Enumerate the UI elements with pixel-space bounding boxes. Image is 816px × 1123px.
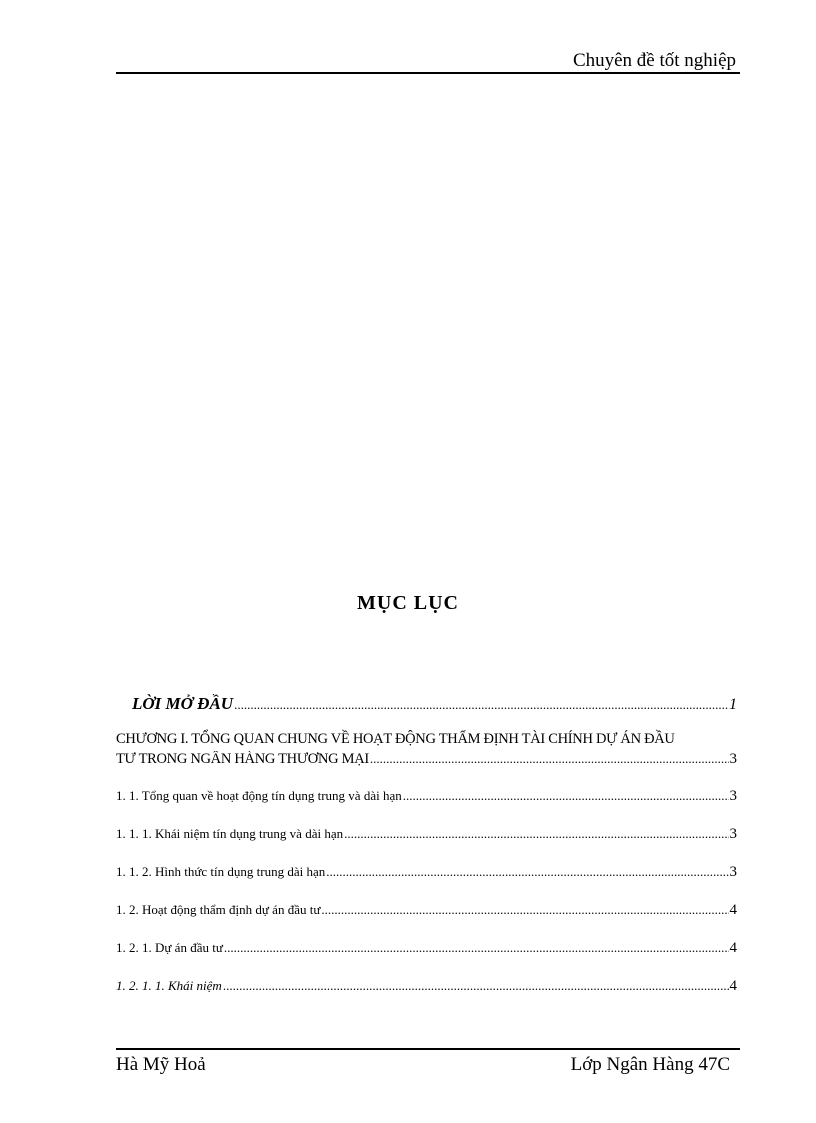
toc-entry-page: 4 [729,940,737,956]
toc-entry-label: 1. 1. Tổng quan về hoạt động tín dụng trung và dài hạn [116,788,402,803]
toc-entry[interactable] [116,788,737,812]
dot-leader [403,788,729,804]
toc-chapter-line-1: CHƯƠNG I. TỔNG QUAN CHUNG VỀ HOẠT ĐỘNG THẨM ĐỊNH TÀI CHÍNH DỰ ÁN ĐẦU [116,731,675,747]
dot-leader [223,978,729,994]
toc-entry-page: 4 [729,978,737,994]
toc-entry-page: 3 [729,864,737,880]
toc-entry[interactable] [116,978,737,1002]
toc-entry-label: 1. 2. 1. Dự án đầu tư [116,940,223,955]
toc-entry[interactable] [116,902,737,926]
toc-entry-intro[interactable] [116,694,737,718]
dot-leader [326,864,728,880]
toc-entry[interactable] [116,826,737,850]
toc-entry-page: 4 [729,902,737,918]
footer-class: Lớp Ngân Hàng 47C [570,1054,730,1075]
dot-leader [234,697,728,713]
toc-entry-label: 1. 2. 1. 1. Khái niệm [116,978,222,993]
dot-leader [224,940,729,956]
footer-rule [116,1048,740,1050]
toc-entry[interactable] [116,940,737,964]
toc-title: MỤC LỤC [357,592,459,614]
dot-leader [370,751,729,767]
toc-entry-label: 1. 2. Hoạt động thẩm định dự án đầu tư [116,902,321,917]
header-title: Chuyên đề tốt nghiệp [572,50,736,71]
toc-entry[interactable] [116,864,737,888]
dot-leader [344,826,728,842]
toc-entry-page: 3 [729,826,737,842]
header-rule [116,72,740,74]
table-of-contents [116,694,737,1016]
toc-entry-page: 3 [729,788,737,804]
footer-author: Hà Mỹ Hoả [116,1054,206,1075]
toc-entry-page: 3 [729,751,737,767]
toc-chapter-line-2: TƯ TRONG NGÂN HÀNG THƯƠNG MẠI [116,751,369,767]
dot-leader [321,902,728,918]
toc-entry-chapter-1[interactable] [116,727,737,775]
toc-entry-label: 1. 1. 2. Hình thức tín dụng trung dài hạn [116,864,326,879]
toc-entry-label: 1. 1. 1. Khái niệm tín dụng trung và dài hạn [116,826,344,841]
toc-entry-page: 1 [729,696,737,713]
toc-entry-label: LỜI MỞ ĐẦU [132,694,234,713]
